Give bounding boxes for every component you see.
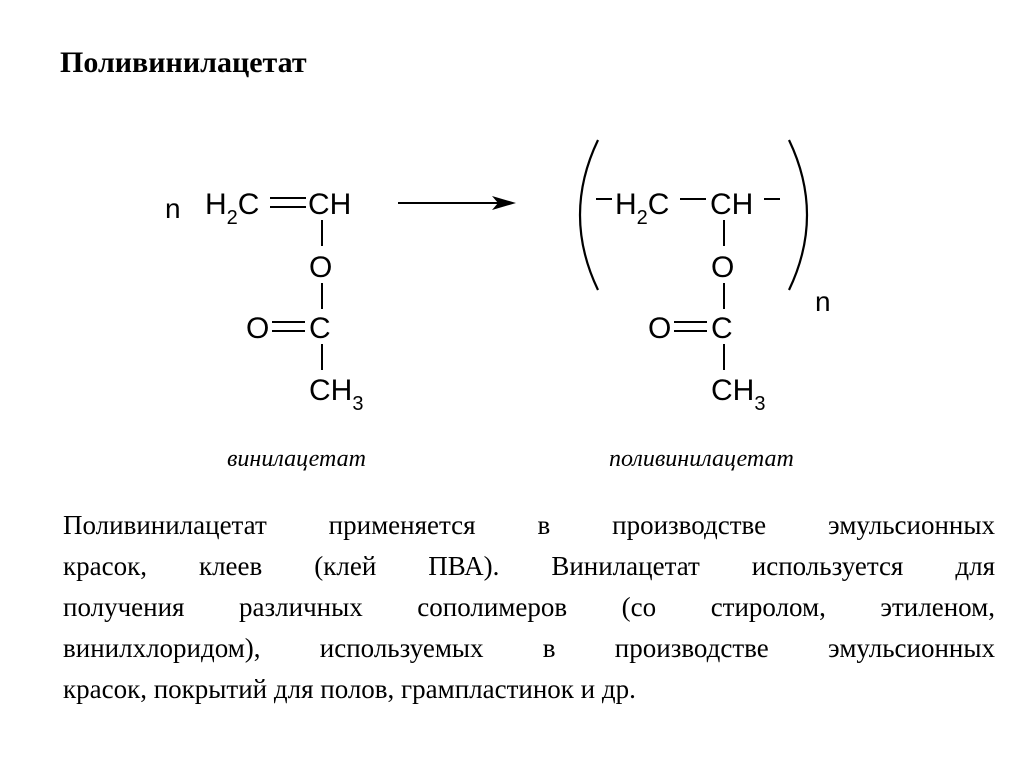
description-paragraph [63,505,995,710]
polymer-label: поливинилацетат [609,446,794,472]
monomer-structure [165,188,363,415]
carbonyl-o-atom-monomer: O [246,312,270,345]
repeat-subscript-n: n [815,286,831,317]
paragraph-line: Поливинилацетат применяется в производстве эмульсионных [63,510,995,540]
ch3-atom-polymer: $CH_3$ [711,374,766,415]
carbonyl-o-atom-polymer: O [648,312,672,345]
ch-atom-polymer: CH [710,188,754,221]
page-title: Поливинилацетат [60,46,307,79]
h2c-atom-monomer: $H_2C$ [205,188,260,229]
polymer-structure [580,140,831,415]
ch-atom-monomer: CH [308,188,352,221]
right-bracket [789,140,807,290]
paragraph-line: красок, клеев (клей ПВА). Винилацетат используется для [63,551,995,581]
monomer-label: винилацетат [227,446,366,472]
paragraph-line: винилхлоридом), используемых в производстве эмульсионных [63,633,995,663]
o-atom-polymer: O [711,251,735,284]
c-atom-monomer: C [309,312,331,345]
c-atom-polymer: C [711,312,733,345]
o-atom-monomer: O [309,251,333,284]
reaction-arrow [398,196,516,210]
left-bracket [580,140,598,290]
h2c-atom-polymer: $H_2C$ [615,188,670,229]
coefficient-n: n [165,193,181,224]
paragraph-line: получения различных сополимеров (со стиролом, этиленом, [63,592,995,622]
ch3-atom-monomer: $CH_3$ [309,374,364,415]
paragraph-line: красок, покрытий для полов, грампластинок и др. [63,674,636,704]
